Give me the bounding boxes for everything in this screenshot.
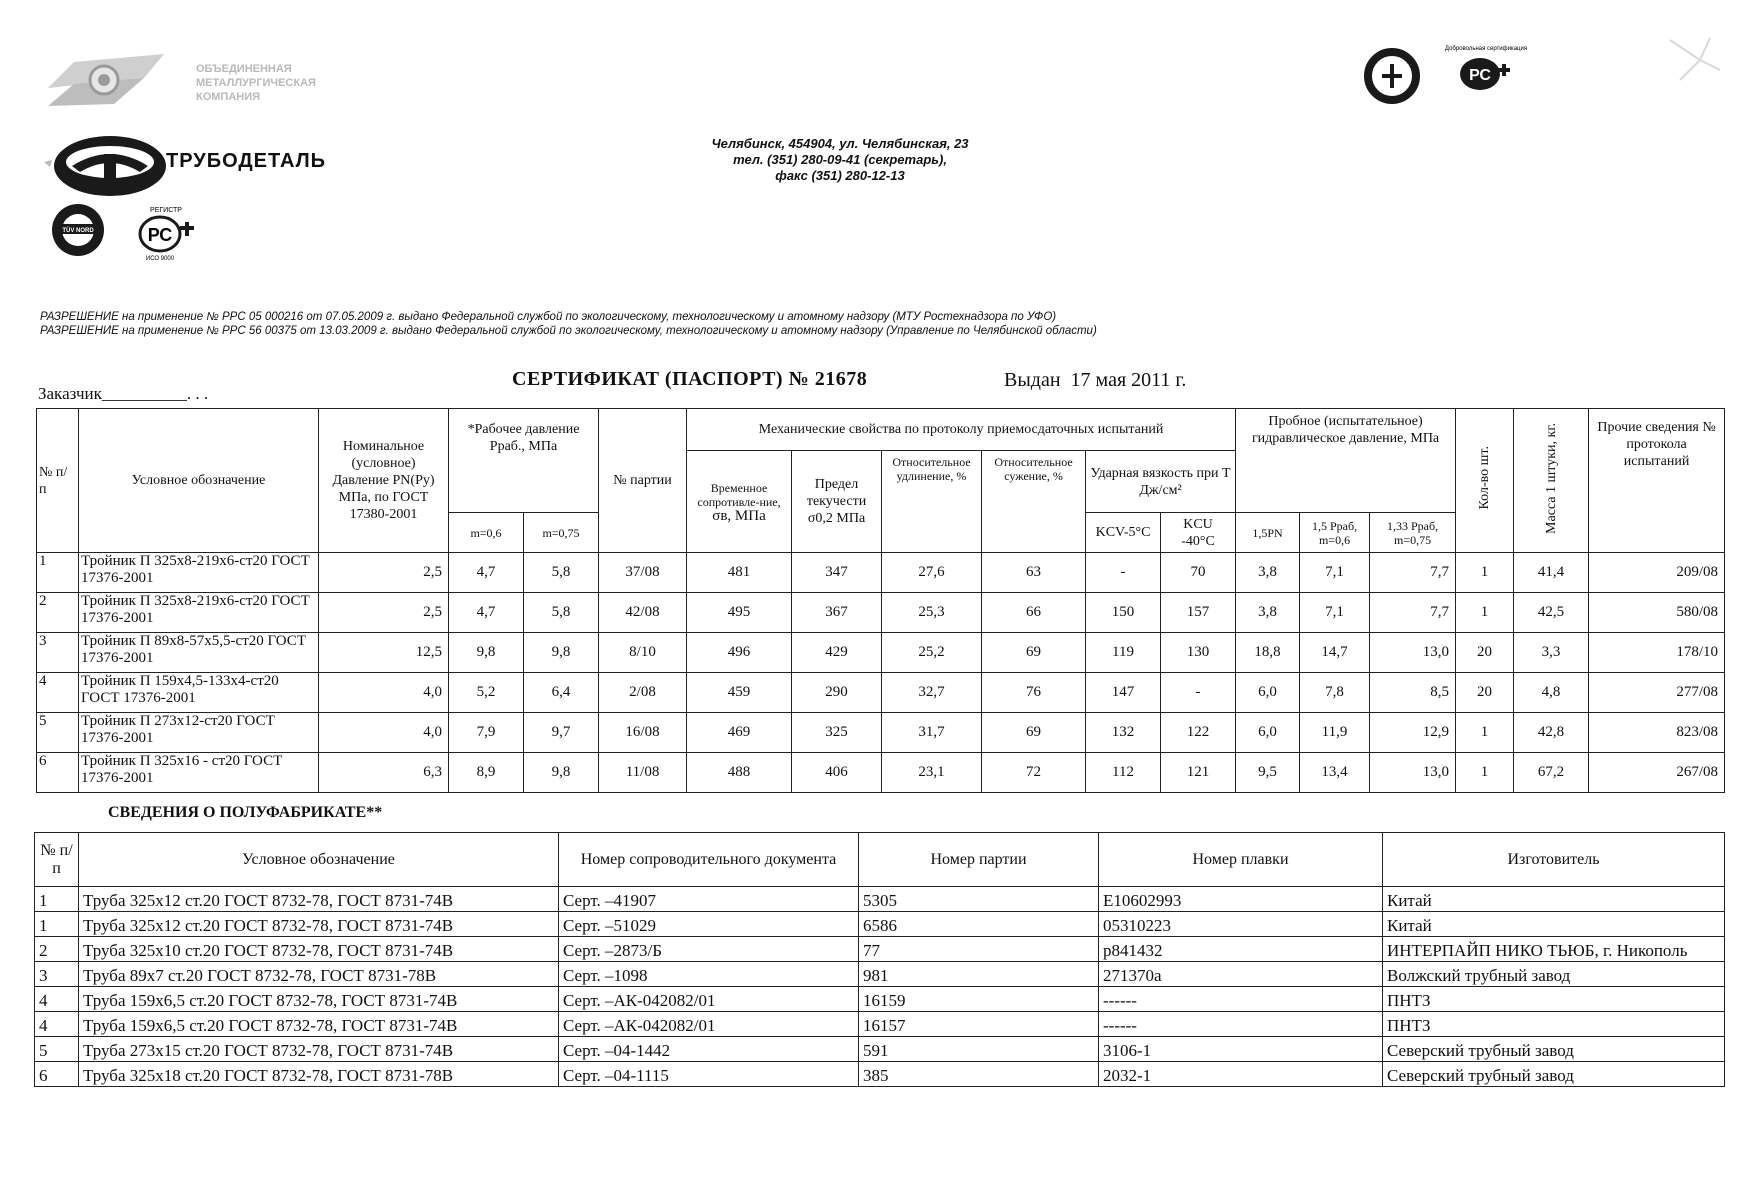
row-reduction: 76 (982, 673, 1086, 713)
row-kcu: - (1161, 673, 1236, 713)
rst-voluntary-logo (1444, 42, 1528, 108)
semi-row-batch: 591 (859, 1037, 1099, 1062)
semi-header-maker: Изготовитель (1383, 833, 1725, 887)
semi-row-batch: 981 (859, 962, 1099, 987)
row-protocol: 209/08 (1589, 553, 1725, 593)
row-h15: 14,7 (1300, 633, 1370, 673)
semi-row-heat: р841432 (1099, 937, 1383, 962)
row-yield: 325 (792, 713, 882, 753)
semi-row-heat: 3106-1 (1099, 1037, 1383, 1062)
row-h133: 8,5 (1370, 673, 1456, 713)
semi-row-maker: Китай (1383, 887, 1725, 912)
semi-row-designation: Труба 159х6,5 ст.20 ГОСТ 8732-78, ГОСТ 8731-74В (79, 987, 559, 1012)
row-protocol: 277/08 (1589, 673, 1725, 713)
row-batch: 11/08 (599, 753, 687, 793)
header-tensile-label: Временное сопротивле-ние, (697, 480, 781, 509)
row-tensile: 481 (687, 553, 792, 593)
row-elongation: 31,7 (882, 713, 982, 753)
row-mass: 3,3 (1514, 633, 1589, 673)
table-row (35, 1012, 1725, 1037)
row-num: 3 (37, 633, 79, 673)
header-qty-text: Кол-во шт. (1477, 446, 1493, 510)
row-qty: 1 (1456, 713, 1514, 753)
row-nominal-pressure: 2,5 (319, 553, 449, 593)
header-yield-label: Предел текучести (806, 477, 867, 509)
table-row (37, 633, 1725, 673)
semi-row-doc: Серт. –04-1115 (559, 1062, 859, 1087)
row-elongation: 23,1 (882, 753, 982, 793)
header-tensile (687, 451, 792, 553)
row-mass: 42,8 (1514, 713, 1589, 753)
tuv-cert-logo (44, 200, 116, 260)
header-num: № п/п (37, 409, 79, 553)
row-qty: 20 (1456, 633, 1514, 673)
semi-row-maker: Северский трубный завод (1383, 1062, 1725, 1087)
row-yield: 347 (792, 553, 882, 593)
semi-header-doc: Номер сопроводительного документа (559, 833, 859, 887)
semi-row-batch: 5305 (859, 887, 1099, 912)
row-elongation: 25,3 (882, 593, 982, 633)
semi-row-doc: Серт. –04-1442 (559, 1037, 859, 1062)
row-wp-m075: 6,4 (524, 673, 599, 713)
row-yield: 290 (792, 673, 882, 713)
row-h15pn: 3,8 (1236, 553, 1300, 593)
row-nominal-pressure: 12,5 (319, 633, 449, 673)
header-tensile-unit: σв, МПа (712, 507, 766, 524)
row-tensile: 496 (687, 633, 792, 673)
row-wp-m06: 5,2 (449, 673, 524, 713)
row-nominal-pressure: 2,5 (319, 593, 449, 633)
semi-row-heat: Е10602993 (1099, 887, 1383, 912)
row-h15pn: 6,0 (1236, 673, 1300, 713)
semi-row-doc: Серт. –2873/Б (559, 937, 859, 962)
row-elongation: 27,6 (882, 553, 982, 593)
header-yield-unit: σ0,2 МПа (807, 511, 866, 526)
row-num: 1 (37, 553, 79, 593)
certificate-number: 21678 (814, 368, 868, 390)
row-kcv: 119 (1086, 633, 1161, 673)
semi-row-maker: ИНТЕРПАЙП НИКО ТЬЮБ, г. Никополь (1383, 937, 1725, 962)
row-designation: Тройник П 273х12-ст20 ГОСТ 17376-2001 (79, 713, 319, 753)
row-reduction: 66 (982, 593, 1086, 633)
row-kcv: - (1086, 553, 1161, 593)
header-nominal-pressure: Номинальное (условное) Давление PN(Ру) МПа, по ГОСТ 17380-2001 (319, 409, 449, 553)
issued-label: Выдан (1004, 369, 1061, 391)
semi-row-batch: 16159 (859, 987, 1099, 1012)
fax-line: факс (351) 280-12-13 (775, 168, 905, 183)
semi-row-designation: Труба 159х6,5 ст.20 ГОСТ 8732-78, ГОСТ 8731-74В (79, 1012, 559, 1037)
row-designation: Тройник П 325х8-219х6-ст20 ГОСТ 17376-2001 (79, 593, 319, 633)
header-mech-group: Механические свойства по протоколу приемосдаточных испытаний (687, 409, 1236, 451)
row-tensile: 469 (687, 713, 792, 753)
semi-row-num: 3 (35, 962, 79, 987)
issue-info (1004, 369, 1186, 392)
semi-product-table (34, 832, 1725, 1087)
semi-row-designation: Труба 325х10 ст.20 ГОСТ 8732-78, ГОСТ 8731-74В (79, 937, 559, 962)
row-batch: 42/08 (599, 593, 687, 633)
row-designation: Тройник П 325х8-219х6-ст20 ГОСТ 17376-2001 (79, 553, 319, 593)
semi-header-designation: Условное обозначение (79, 833, 559, 887)
svg-text:РС: РС (1469, 67, 1491, 84)
row-qty: 1 (1456, 553, 1514, 593)
semi-header-batch: Номер партии (859, 833, 1099, 887)
semi-row-maker: Китай (1383, 912, 1725, 937)
company-address (680, 136, 1000, 184)
row-wp-m075: 9,8 (524, 753, 599, 793)
header-batch: № партии (599, 409, 687, 553)
row-h15: 7,1 (1300, 593, 1370, 633)
trubodetal-logo (42, 132, 182, 202)
row-nominal-pressure: 4,0 (319, 713, 449, 753)
row-batch: 37/08 (599, 553, 687, 593)
semi-row-doc: Серт. –АК-042082/01 (559, 1012, 859, 1037)
row-designation: Тройник П 89х8-57х5,5-ст20 ГОСТ 17376-2001 (79, 633, 319, 673)
row-wp-m075: 9,7 (524, 713, 599, 753)
row-h15: 7,1 (1300, 553, 1370, 593)
semi-header-heat: Номер плавки (1099, 833, 1383, 887)
gost-cert-logo (1360, 48, 1424, 104)
semi-row-heat: 271370а (1099, 962, 1383, 987)
row-kcv: 132 (1086, 713, 1161, 753)
semi-table-body (35, 887, 1725, 1087)
header-h15: 1,5 Рраб, m=0,6 (1300, 513, 1370, 553)
row-h15: 7,8 (1300, 673, 1370, 713)
header-impact: Ударная вязкость при Т Дж/см² (1086, 451, 1236, 513)
header-h133: 1,33 Рраб, m=0,75 (1370, 513, 1456, 553)
table-row (35, 887, 1725, 912)
row-elongation: 32,7 (882, 673, 982, 713)
row-reduction: 69 (982, 713, 1086, 753)
semi-row-designation: Труба 325х12 ст.20 ГОСТ 8732-78, ГОСТ 8731-74В (79, 912, 559, 937)
row-kcu: 121 (1161, 753, 1236, 793)
header-reduction: Относительное сужение, % (982, 451, 1086, 553)
row-tensile: 459 (687, 673, 792, 713)
faint-stamp-mark (1660, 30, 1730, 90)
semi-row-num: 1 (35, 887, 79, 912)
semi-row-heat: 2032-1 (1099, 1062, 1383, 1087)
semi-row-batch: 16157 (859, 1012, 1099, 1037)
row-reduction: 72 (982, 753, 1086, 793)
row-wp-m06: 7,9 (449, 713, 524, 753)
row-wp-m06: 8,9 (449, 753, 524, 793)
header-mass (1514, 409, 1589, 553)
voluntary-label: Добровольная сертификация (1444, 46, 1528, 52)
semi-row-designation: Труба 273х15 ст.20 ГОСТ 8732-78, ГОСТ 8731-74В (79, 1037, 559, 1062)
certificate-title (512, 368, 867, 391)
row-kcu: 70 (1161, 553, 1236, 593)
permit-2: РАЗРЕШЕНИЕ на применение № РРС 56 00375 от 13.03.2009 г. выдано Федеральной службой по экологическому, технологическому и атомному надзору (Управление по Челябинской области) (40, 325, 1097, 337)
row-num: 5 (37, 713, 79, 753)
row-h133: 12,9 (1370, 713, 1456, 753)
row-wp-m06: 4,7 (449, 593, 524, 633)
customer-value: __________. . . (101, 384, 209, 403)
brand-name: ТРУБОДЕТАЛЬ (166, 150, 327, 172)
table-row (37, 593, 1725, 633)
row-h133: 13,0 (1370, 633, 1456, 673)
semi-row-heat: 05310223 (1099, 912, 1383, 937)
header-qty (1456, 409, 1514, 553)
permit-1: РАЗРЕШЕНИЕ на применение № РРС 05 000216 от 07.05.2009 г. выдано Федеральной службой по экологическому, технологическому и атомному надзору (МТУ Ростехнадзора по УФО) (40, 311, 1057, 323)
row-num: 2 (37, 593, 79, 633)
header-hydro-group: Пробное (испытательное) гидравлическое давление, МПа (1236, 409, 1456, 513)
row-h133: 13,0 (1370, 753, 1456, 793)
semi-row-maker: Северский трубный завод (1383, 1037, 1725, 1062)
semi-row-batch: 6586 (859, 912, 1099, 937)
table-row (37, 753, 1725, 793)
row-num: 6 (37, 753, 79, 793)
semi-row-heat: ------ (1099, 987, 1383, 1012)
table-row (35, 937, 1725, 962)
semi-row-designation: Труба 89х7 ст.20 ГОСТ 8732-78, ГОСТ 8731-78В (79, 962, 559, 987)
header-working-pressure: *Рабочее давление Рраб., МПа (449, 409, 599, 513)
semi-row-num: 4 (35, 1012, 79, 1037)
semi-row-num: 1 (35, 912, 79, 937)
row-yield: 406 (792, 753, 882, 793)
row-wp-m075: 5,8 (524, 593, 599, 633)
row-elongation: 25,2 (882, 633, 982, 673)
row-yield: 367 (792, 593, 882, 633)
svg-text:TÜV NORD: TÜV NORD (62, 228, 94, 234)
row-wp-m06: 4,7 (449, 553, 524, 593)
semi-section-title: СВЕДЕНИЯ О ПОЛУФАБРИКАТЕ** (108, 804, 383, 821)
issued-date: 17 мая 2011 г. (1070, 369, 1187, 391)
header-kcv: KCV-5°C (1086, 513, 1161, 553)
row-num: 4 (37, 673, 79, 713)
table-row (35, 987, 1725, 1012)
semi-row-doc: Серт. –АК-042082/01 (559, 987, 859, 1012)
header-mass-text: Масса 1 штуки, кг. (1543, 422, 1559, 534)
header-wp-m075: m=0,75 (524, 513, 599, 553)
header-designation: Условное обозначение (79, 409, 319, 553)
row-h15pn: 6,0 (1236, 713, 1300, 753)
row-mass: 41,4 (1514, 553, 1589, 593)
semi-row-batch: 385 (859, 1062, 1099, 1087)
table-row (37, 673, 1725, 713)
row-kcv: 112 (1086, 753, 1161, 793)
row-wp-m075: 5,8 (524, 553, 599, 593)
semi-row-num: 2 (35, 937, 79, 962)
row-h133: 7,7 (1370, 593, 1456, 633)
omk-logo (44, 48, 194, 110)
row-mass: 4,8 (1514, 673, 1589, 713)
row-h15pn: 3,8 (1236, 593, 1300, 633)
row-nominal-pressure: 6,3 (319, 753, 449, 793)
semi-row-maker: Волжский трубный завод (1383, 962, 1725, 987)
certificate-title-text: СЕРТИФИКАТ (ПАСПОРТ) № (512, 368, 810, 390)
row-reduction: 63 (982, 553, 1086, 593)
rst-register-logo (130, 204, 200, 262)
table-row (35, 1037, 1725, 1062)
row-mass: 67,2 (1514, 753, 1589, 793)
svg-text:РС: РС (147, 225, 173, 245)
row-batch: 2/08 (599, 673, 687, 713)
semi-row-doc: Серт. –1098 (559, 962, 859, 987)
row-designation: Тройник П 159х4,5-133х4-ст20 ГОСТ 17376-2001 (79, 673, 319, 713)
semi-row-batch: 77 (859, 937, 1099, 962)
semi-row-heat: ------ (1099, 1012, 1383, 1037)
table-row (35, 962, 1725, 987)
semi-row-designation: Труба 325х12 ст.20 ГОСТ 8732-78, ГОСТ 8731-74В (79, 887, 559, 912)
header-elongation: Относительное удлинение, % (882, 451, 982, 553)
row-mass: 42,5 (1514, 593, 1589, 633)
row-protocol: 178/10 (1589, 633, 1725, 673)
semi-row-maker: ПНТЗ (1383, 987, 1725, 1012)
row-kcv: 147 (1086, 673, 1161, 713)
permits-block (40, 310, 1240, 338)
header-kcu: KCU -40°C (1161, 513, 1236, 553)
semi-row-designation: Труба 325х18 ст.20 ГОСТ 8732-78, ГОСТ 8731-78В (79, 1062, 559, 1087)
svg-text:ИСО 9000: ИСО 9000 (145, 256, 175, 262)
row-kcv: 150 (1086, 593, 1161, 633)
main-certificate-table (36, 408, 1725, 793)
row-tensile: 495 (687, 593, 792, 633)
row-qty: 1 (1456, 593, 1514, 633)
row-designation: Тройник П 325х16 - ст20 ГОСТ 17376-2001 (79, 753, 319, 793)
phone-line: тел. (351) 280-09-41 (секретарь), (733, 152, 947, 167)
row-protocol: 267/08 (1589, 753, 1725, 793)
main-table-body (37, 553, 1725, 793)
row-h15: 13,4 (1300, 753, 1370, 793)
row-tensile: 488 (687, 753, 792, 793)
header-other: Прочие сведения № протокола испытаний (1589, 409, 1725, 553)
row-h133: 7,7 (1370, 553, 1456, 593)
row-protocol: 580/08 (1589, 593, 1725, 633)
row-batch: 8/10 (599, 633, 687, 673)
row-wp-m06: 9,8 (449, 633, 524, 673)
row-kcu: 130 (1161, 633, 1236, 673)
semi-row-num: 4 (35, 987, 79, 1012)
customer-label: Заказчик (38, 384, 102, 403)
semi-header-num: № п/п (35, 833, 79, 887)
table-row (35, 1062, 1725, 1087)
semi-row-num: 5 (35, 1037, 79, 1062)
row-h15: 11,9 (1300, 713, 1370, 753)
row-qty: 20 (1456, 673, 1514, 713)
row-kcu: 157 (1161, 593, 1236, 633)
header-yield (792, 451, 882, 553)
table-row (35, 912, 1725, 937)
row-nominal-pressure: 4,0 (319, 673, 449, 713)
row-batch: 16/08 (599, 713, 687, 753)
registry-label: РЕГИСТР (150, 207, 182, 214)
header-h15pn: 1,5PN (1236, 513, 1300, 553)
semi-row-num: 6 (35, 1062, 79, 1087)
row-wp-m075: 9,8 (524, 633, 599, 673)
table-row (37, 553, 1725, 593)
row-protocol: 823/08 (1589, 713, 1725, 753)
row-h15pn: 18,8 (1236, 633, 1300, 673)
row-yield: 429 (792, 633, 882, 673)
row-reduction: 69 (982, 633, 1086, 673)
semi-row-doc: Серт. –51029 (559, 912, 859, 937)
row-kcu: 122 (1161, 713, 1236, 753)
table-row (37, 713, 1725, 753)
header-wp-m06: m=0,6 (449, 513, 524, 553)
row-h15pn: 9,5 (1236, 753, 1300, 793)
omk-company-name: ОБЪЕДИНЕННАЯ МЕТАЛЛУРГИЧЕСКАЯ КОМПАНИЯ (196, 63, 316, 103)
customer-field (38, 384, 208, 404)
semi-row-doc: Серт. –41907 (559, 887, 859, 912)
row-qty: 1 (1456, 753, 1514, 793)
semi-row-maker: ПНТЗ (1383, 1012, 1725, 1037)
address-line: Челябинск, 454904, ул. Челябинская, 23 (711, 136, 969, 151)
